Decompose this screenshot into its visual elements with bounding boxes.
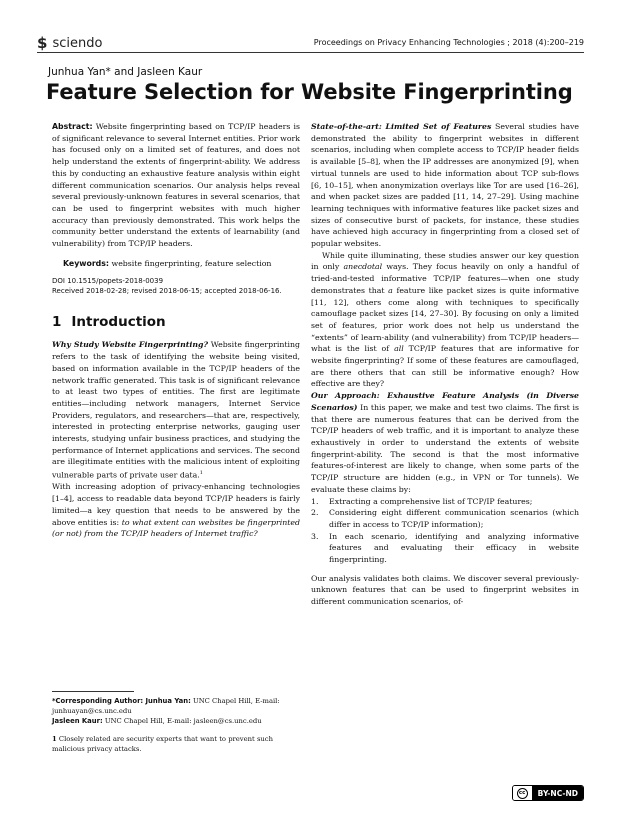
footnotes [52, 696, 300, 754]
sota-lead: State-of-the-art: Limited Set of Features [311, 122, 492, 131]
list-item [311, 496, 579, 508]
cc-logo [513, 786, 533, 800]
list-item-number: 3. [311, 531, 319, 541]
corr-text: UNC Chapel Hill, E-mail: junhuayan@cs.unc.edu [52, 697, 280, 715]
footnote-1-number: 1 [52, 735, 57, 743]
license-terms: BY-NC-ND [533, 786, 583, 800]
intro-paragraph-2 [52, 481, 300, 540]
second-author [52, 716, 300, 726]
closing-text: Our analysis validates both claims. We discover several previously-unknown features that can be used to fingerprint websites in different communication scenarios, of- [311, 573, 579, 607]
keywords-label: Keywords: [63, 258, 110, 268]
illuminating-paragraph [311, 250, 579, 390]
section-number: 1 [52, 314, 62, 331]
approach-text: In this paper, we make and test two claims. The first is that there are numerous features that can be derived from the TCP/IP headers of web traffic, and it is important to analyze these exhaustively in order to understand the extents of website fingerprint-ability. The second is that the most informative features-of-interest are likely to change, when some parts of the TCP/IP structure are hidden (e.g., in VPN or Tor tunnels). We evaluate these claims by: [311, 402, 579, 494]
section-title: Introduction [71, 314, 166, 331]
doi-block [52, 276, 300, 296]
list-item [311, 531, 579, 566]
list-item-number: 2. [311, 508, 319, 518]
abstract-text: Website fingerprinting based on TCP/IP headers is of significant relevance to several Internet entities. Prior work has focused only on a limited set of features, and does not help understand the extents of fingerprint-ability. We address this by conducting an exhaustive feature analysis within eight different communication scenarios. Our analysis helps reveal several previously-unknown features in several scenarios, that can be used to fingerprint websites with much higher accuracy than previously demonstrated. This work helps the community better understand the extents of learnability (and vulnerability) from TCP/IP headers. [52, 122, 301, 249]
list-item-text: Considering eight different communication scenarios (which differ in access to TCP/IP information); [329, 508, 579, 529]
abstract [52, 121, 300, 250]
approach-lead: Our Approach: Exhaustive Feature Analysis (in Diverse Scenarios) [311, 391, 579, 412]
list-item-number: 1. [311, 496, 319, 506]
intro-p1-text: Website fingerprinting refers to the task of identifying the website being visited, based on information available in the TCP/IP headers of the network traffic generated. This task is of significant relevance to at least two types of entities. The first are legitimate entities—including network managers, Internet Service Providers, regulators, and researchers—that are, respectively, interested in protecting enterprise networks, gauging user interests, studying unfair business practices, and studying the performance of Internet applications and services. The second are illegitimate entities with the malicious intent of exploiting vulnerable parts of private user data. [52, 340, 300, 480]
authors: Junhua Yan* and Jasleen Kaur [48, 66, 203, 78]
ill-italic-anecdotal: anecdotal [343, 262, 383, 272]
list-item [311, 507, 579, 530]
approach-paragraph [311, 390, 579, 495]
footnote-1-text: Closely related are security experts that want to prevent such malicious privacy attacks. [52, 735, 273, 753]
cc-license-badge[interactable] [512, 785, 584, 801]
intro-lead: Why Study Website Fingerprinting? [52, 340, 209, 350]
keywords-text: website fingerprinting, feature selection [111, 258, 272, 268]
sota-text: Several studies have demonstrated the ability to fingerprint websites in different scenarios, including when complete access to TCP/IP header fields is available [5–8], when the IP addresses are anonymized [9], when virtual tunnels are used to hide information about TCP sub-flows [6, 10–15], when anonymization overlays like Tor are used [16–26], and when packet sizes are padded [11, 14, 27–29]. Using machine learning techniques with informative features like packet sizes and sizes of consecutive burst of packets, for instance, these studies have achieved high accuracy in fingerprinting from a closed set of popular websites. [311, 122, 580, 249]
paper-title: Feature Selection for Website Fingerprinting [46, 80, 573, 104]
second-text: UNC Chapel Hill, E-mail: jasleen@cs.unc.edu [104, 717, 262, 725]
logo-text: sciendo [52, 35, 103, 51]
corresponding-author [52, 696, 300, 716]
footnote-1 [52, 734, 300, 754]
right-column [311, 121, 579, 608]
ill-text-d: TCP/IP features that are informative for website fingerprinting? If some of these features are camouflaged, are there others that can still be informative enough? How effective are they? [311, 344, 579, 389]
sota-paragraph [311, 121, 579, 250]
ill-text-a: While quite illuminating, these studies answer our key question in only [311, 250, 579, 272]
ill-italic-all: all [394, 344, 404, 354]
section-heading [52, 314, 300, 330]
sciendo-logo [37, 34, 102, 52]
intro-paragraph-1 [52, 339, 300, 481]
left-column [52, 121, 300, 540]
footnote-ref: 1 [199, 470, 203, 477]
cc-icon: cc [517, 788, 528, 799]
claims-list [311, 496, 579, 566]
doi: DOI 10.1515/popets-2018-0039 [52, 277, 164, 286]
intro-p2-question: to what extent can websites be fingerprinted (or not) from the TCP/IP headers of Internet traffic? [52, 517, 301, 539]
journal-citation: Proceedings on Privacy Enhancing Technologies ; 2018 (4):200–219 [313, 38, 584, 47]
corr-label: *Corresponding Author: Junhua Yan: [52, 697, 191, 705]
ill-italic-a: a [388, 285, 393, 295]
list-item-text: In each scenario, identifying and analyzing informative features and evaluating their efficacy in website fingerprinting. [329, 531, 579, 565]
received-dates: Received 2018-02-28; revised 2018-06-15; accepted 2018-06-16. [52, 287, 282, 296]
abstract-label: Abstract: [52, 122, 93, 131]
intro-p2-text: With increasing adoption of privacy-enhancing technologies [1–4], access to readable data beyond TCP/IP headers is fairly limited—a key question that needs to be answered by the above entities is: [52, 482, 300, 527]
sciendo-logo-icon: $ [37, 34, 48, 52]
ill-text-c: feature like packet sizes is quite informative [11, 12], others come along with techniques to specifically camouflage packet sizes [14, 27–30]. By focusing on only a limited set of features, prior work does not help us understand the “extents” of learn-ability (and vulnerability) from TCP/IP headers—what is the list of [311, 285, 580, 354]
ill-text-b: ways. They focus heavily on only a handful of tried-and-tested informative TCP/IP features—when one study demonstrates that [311, 262, 580, 295]
second-label: Jasleen Kaur: [52, 717, 103, 725]
keywords [52, 258, 300, 270]
header-rule [37, 52, 584, 53]
list-item-text: Extracting a comprehensive list of TCP/IP features; [329, 496, 533, 506]
footnote-rule [52, 691, 134, 692]
closing-paragraph [311, 573, 579, 608]
